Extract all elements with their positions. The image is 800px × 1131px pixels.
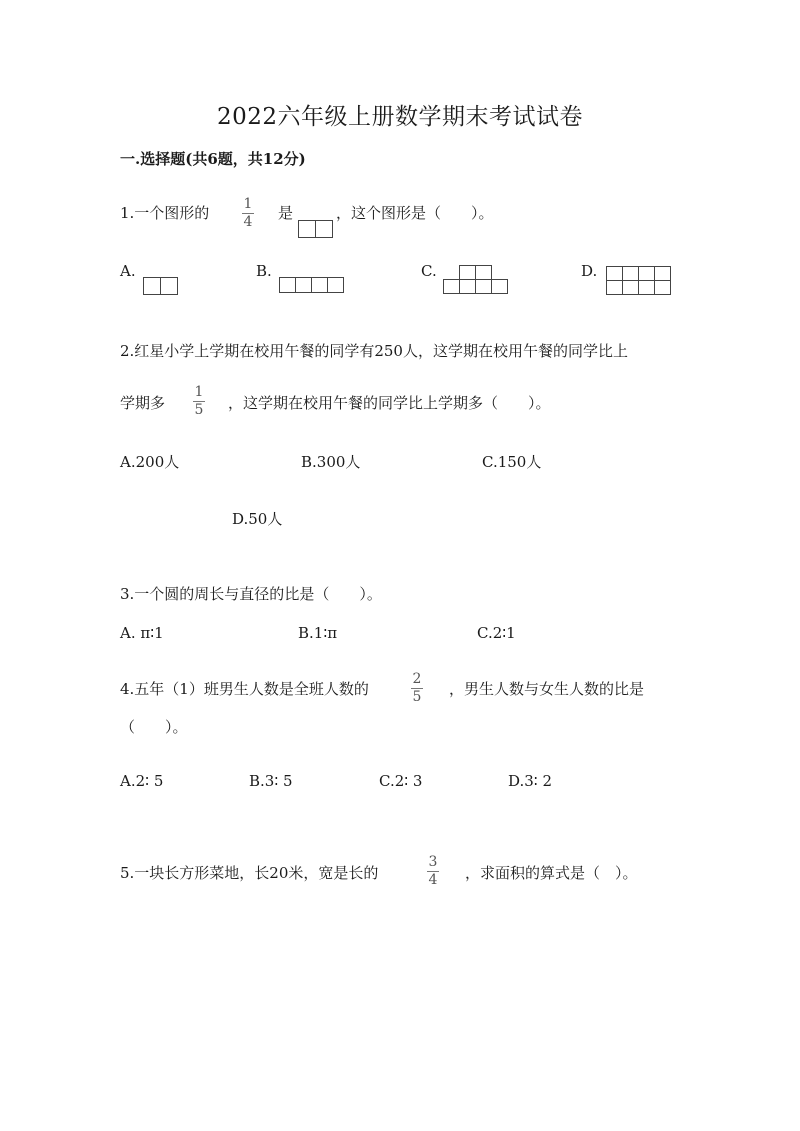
q1-option-d-label[interactable]: D. <box>581 262 598 280</box>
q2-line1: 2.红星小学上学期在校用午餐的同学有250人，这学期在校用午餐的同学比上 <box>120 342 628 360</box>
q4-text-after: ，男生人数与女生人数的比是 <box>449 680 645 698</box>
q2-option-d[interactable]: D.50人 <box>232 510 283 528</box>
q2-line2-before: 学期多 <box>120 394 166 412</box>
q1-denominator: 4 <box>243 214 253 230</box>
q1-fraction <box>240 197 256 230</box>
q5-text-after: ，求面积的算式是（ ）。 <box>465 864 638 882</box>
q4-text-before: 4.五年（1）班男生人数是全班人数的 <box>120 680 369 698</box>
q3-option-c[interactable]: C.2∶1 <box>477 624 516 642</box>
q4-fraction <box>409 672 425 705</box>
q2-fraction <box>191 385 207 418</box>
q1-text-after: ，这个图形是（ ）。 <box>336 204 494 222</box>
q2-option-a[interactable]: A.200人 <box>120 453 180 471</box>
q3-option-a[interactable]: A. π∶1 <box>120 624 164 642</box>
q1-text-before: 1.一个图形的 <box>120 204 210 222</box>
q4-option-d[interactable]: D.3∶ 2 <box>508 772 553 790</box>
q2-option-b[interactable]: B.300人 <box>301 453 361 471</box>
q4-option-b[interactable]: B.3∶ 5 <box>249 772 293 790</box>
q4-option-a[interactable]: A.2∶ 5 <box>120 772 164 790</box>
q4-numerator: 2 <box>412 671 422 687</box>
q3-option-b[interactable]: B.1∶π <box>298 624 338 642</box>
q5-denominator: 4 <box>428 872 438 888</box>
section-heading: 一.选择题(共6题，共12分) <box>120 150 306 168</box>
q1-option-a-label[interactable]: A. <box>120 262 136 280</box>
q5-fraction <box>425 855 441 888</box>
q1-option-c-label[interactable]: C. <box>421 262 437 280</box>
q1-text-mid: 是 <box>278 204 294 222</box>
q4-option-c[interactable]: C.2∶ 3 <box>379 772 423 790</box>
q2-line2-after: ，这学期在校用午餐的同学比上学期多（ ）。 <box>228 394 551 412</box>
q5-numerator: 3 <box>428 854 438 870</box>
q4-denominator: 5 <box>412 689 422 705</box>
q3-text: 3.一个圆的周长与直径的比是（ ）。 <box>120 585 382 603</box>
q4-line2: （ ）。 <box>120 718 188 736</box>
page-title: 2022六年级上册数学期末考试试卷 <box>216 104 584 130</box>
q1-numerator: 1 <box>243 196 253 212</box>
q2-numerator: 1 <box>194 384 204 400</box>
q1-option-b-label[interactable]: B. <box>256 262 272 280</box>
q2-option-c[interactable]: C.150人 <box>482 453 542 471</box>
q2-denominator: 5 <box>194 402 204 418</box>
q5-text-before: 5.一块长方形菜地，长20米，宽是长的 <box>120 864 379 882</box>
